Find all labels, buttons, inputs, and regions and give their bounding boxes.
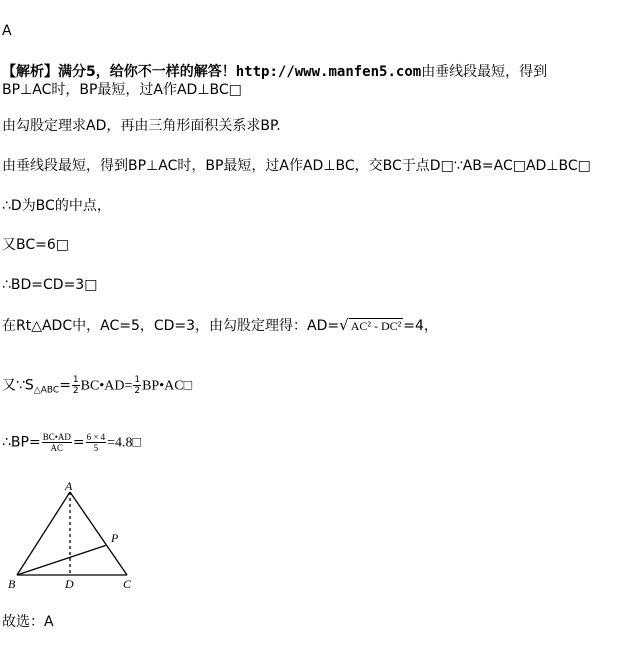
line9-eq: = <box>59 377 71 394</box>
final-label: 故选： <box>2 614 44 630</box>
side-ab <box>17 492 70 575</box>
label-d: D <box>65 577 74 591</box>
frac-num: 6 × 4 <box>86 432 106 442</box>
line1-rest: 由垂线段最短，得到 <box>421 64 548 80</box>
line10-prefix: ∴BP= <box>2 434 41 451</box>
analysis-line-4: 由垂线段最短，得到BP⊥AC时，BP最短，过A作AD⊥BC，交BC于点D□∵AB=AC□AD⊥BC□ <box>2 158 591 174</box>
half-fraction-1 <box>72 375 80 396</box>
radical-sign: √ <box>339 316 349 334</box>
analysis-line-10 <box>2 432 141 453</box>
final-answer-line <box>2 613 54 631</box>
label-c: C <box>123 577 132 591</box>
frac-den: 2 <box>72 386 79 396</box>
side-ac <box>70 492 127 575</box>
frac-num: 1 <box>134 375 141 385</box>
analysis-line-6: 又BC=6□ <box>2 237 69 253</box>
analysis-line-1 <box>2 63 547 81</box>
frac-num: BC•AD <box>42 432 71 442</box>
analysis-line-2: BP⊥AC时，BP最短，过A作AD⊥BC□ <box>2 82 242 98</box>
line9-sub: △ABC <box>33 385 60 396</box>
label-b: B <box>8 577 16 591</box>
frac-den: AC <box>50 443 64 453</box>
line10-suffix: =4.8□ <box>107 435 142 451</box>
frac-num: 1 <box>72 375 79 385</box>
line8-radicand: AC² - DC² <box>350 319 402 333</box>
analysis-line-8 <box>2 316 438 335</box>
analysis-line-5: ∴D为BC的中点， <box>2 198 111 214</box>
analysis-tag: 【解析】满分5，给你不一样的解答！ <box>2 64 236 80</box>
line10-eq: = <box>72 434 85 451</box>
source-url[interactable]: http://www.manfen5.com <box>235 64 422 80</box>
label-a: A <box>65 480 73 493</box>
half-fraction-2 <box>133 375 141 396</box>
bp-fraction <box>42 432 72 453</box>
line8-suffix: =4， <box>403 318 438 334</box>
line9-mid: BC•AD= <box>80 378 133 394</box>
line8-prefix: 在Rt△ADC中，AC=5，CD=3，由勾股定理得：AD= <box>2 318 340 334</box>
label-p: P <box>111 531 119 545</box>
analysis-line-7: ∴BD=CD=3□ <box>2 277 98 293</box>
line9-prefix: 又∵S <box>2 377 34 394</box>
frac-den: 2 <box>134 386 141 396</box>
value-fraction <box>86 432 107 453</box>
triangle-figure <box>5 480 145 595</box>
analysis-line-9 <box>2 375 192 400</box>
analysis-line-3: 由勾股定理求AD，再由三角形面积关系求BP. <box>2 118 281 134</box>
line9-mid2: BP•AC□ <box>142 378 193 394</box>
segment-bp <box>17 545 107 575</box>
final-answer: A <box>44 614 54 630</box>
top-answer: A <box>2 23 12 39</box>
frac-den: 5 <box>93 443 99 453</box>
